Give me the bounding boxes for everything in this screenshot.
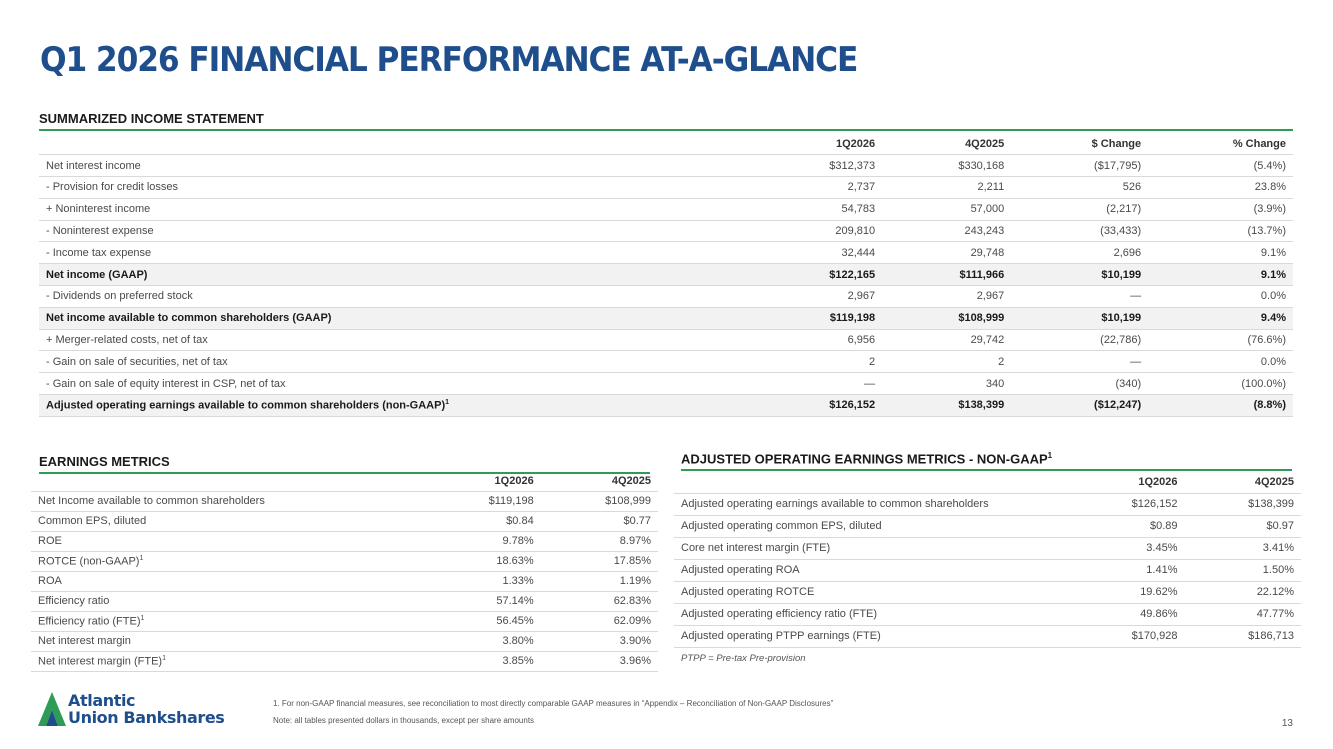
row-label bbox=[31, 511, 425, 531]
cell-value: (33,433) bbox=[1011, 220, 1148, 242]
table-row bbox=[39, 155, 1293, 177]
cell-value: — bbox=[1011, 351, 1148, 373]
cell-value: 32,444 bbox=[753, 242, 882, 264]
cell-value: 340 bbox=[882, 373, 1011, 395]
cell-value: (340) bbox=[1011, 373, 1148, 395]
row-label bbox=[31, 611, 425, 631]
cell-value: $330,168 bbox=[882, 155, 1011, 177]
row-label-text: Net interest income bbox=[46, 159, 141, 172]
earnings-metrics-heading: EARNINGS METRICS bbox=[39, 454, 650, 474]
row-label bbox=[674, 581, 1068, 603]
cell-value: 3.41% bbox=[1185, 537, 1302, 559]
column-header: 1Q2026 bbox=[1068, 471, 1185, 493]
row-label bbox=[39, 286, 753, 308]
column-header: 1Q2026 bbox=[753, 133, 882, 155]
row-label bbox=[39, 264, 753, 286]
table-row bbox=[674, 603, 1301, 625]
cell-value: $138,399 bbox=[882, 395, 1011, 417]
cell-value: 3.96% bbox=[541, 651, 658, 671]
cell-value: $126,152 bbox=[753, 395, 882, 417]
column-header: 4Q2025 bbox=[541, 471, 658, 491]
cell-value: (8.8%) bbox=[1148, 395, 1293, 417]
table-row bbox=[31, 651, 658, 671]
table-row bbox=[674, 515, 1301, 537]
table-row bbox=[39, 286, 1293, 308]
table-header-row bbox=[39, 133, 1293, 155]
column-header: 1Q2026 bbox=[425, 471, 541, 491]
table-row bbox=[31, 511, 658, 531]
footnote-marker: 1 bbox=[162, 654, 166, 662]
cell-value: 1.19% bbox=[541, 571, 658, 591]
table-row bbox=[31, 551, 658, 571]
cell-value: 62.09% bbox=[541, 611, 658, 631]
cell-value: (5.4%) bbox=[1148, 155, 1293, 177]
cell-value: 57,000 bbox=[882, 198, 1011, 220]
cell-value: (3.9%) bbox=[1148, 198, 1293, 220]
cell-value: 243,243 bbox=[882, 220, 1011, 242]
table-row bbox=[39, 264, 1293, 286]
row-label-text: Common EPS, diluted bbox=[38, 515, 147, 527]
row-label-text: Adjusted operating earnings available to common shareholders bbox=[681, 498, 989, 510]
footnote-marker: 1 bbox=[140, 614, 145, 622]
table-row bbox=[674, 537, 1301, 559]
cell-value: 62.83% bbox=[541, 591, 658, 611]
cell-value: $108,999 bbox=[541, 491, 658, 511]
row-label bbox=[39, 198, 753, 220]
row-label-text: Adjusted operating ROA bbox=[681, 564, 800, 576]
row-label bbox=[31, 531, 425, 551]
row-label bbox=[31, 591, 425, 611]
cell-value: 9.1% bbox=[1148, 242, 1293, 264]
table-row bbox=[39, 177, 1293, 199]
income-statement-heading: SUMMARIZED INCOME STATEMENT bbox=[39, 111, 1293, 131]
table-header-row bbox=[674, 471, 1301, 493]
cell-value: (100.0%) bbox=[1148, 373, 1293, 395]
cell-value: 2,737 bbox=[753, 177, 882, 199]
cell-value: ($12,247) bbox=[1011, 395, 1148, 417]
cell-value: 209,810 bbox=[753, 220, 882, 242]
cell-value: 47.77% bbox=[1185, 603, 1302, 625]
income-statement-table bbox=[39, 133, 1293, 417]
adjusted-metrics-heading bbox=[681, 451, 1292, 471]
cell-value: $312,373 bbox=[753, 155, 882, 177]
table-row bbox=[31, 611, 658, 631]
table-row bbox=[39, 220, 1293, 242]
row-label-text: Net income available to common shareholders (GAAP) bbox=[46, 312, 332, 325]
column-header: 4Q2025 bbox=[1185, 471, 1302, 493]
table-row bbox=[39, 307, 1293, 329]
cell-value: 0.0% bbox=[1148, 286, 1293, 308]
row-label bbox=[39, 155, 753, 177]
column-header: % Change bbox=[1148, 133, 1293, 155]
row-label-text: ROTCE (non-GAAP) bbox=[38, 555, 140, 568]
table-row bbox=[674, 581, 1301, 603]
cell-value: 2,696 bbox=[1011, 242, 1148, 264]
row-label bbox=[31, 491, 425, 511]
cell-value: 2,967 bbox=[882, 286, 1011, 308]
row-label bbox=[39, 351, 753, 373]
cell-value: 2,967 bbox=[753, 286, 882, 308]
row-label-text: - Provision for credit losses bbox=[46, 181, 179, 194]
row-label bbox=[674, 625, 1068, 647]
cell-value: 19.62% bbox=[1068, 581, 1185, 603]
mountain-a-logo-icon bbox=[38, 692, 66, 726]
column-header: 4Q2025 bbox=[882, 133, 1011, 155]
cell-value: 9.4% bbox=[1148, 307, 1293, 329]
table-row bbox=[31, 591, 658, 611]
cell-value: 57.14% bbox=[425, 591, 541, 611]
cell-value: $186,713 bbox=[1185, 625, 1302, 647]
logo-wordmark bbox=[68, 692, 224, 726]
adjusted-metrics-heading-text: ADJUSTED OPERATING EARNINGS METRICS - NON-GAAP bbox=[681, 451, 1048, 467]
logo-line-1: Atlantic bbox=[68, 691, 136, 710]
row-label-text: Core net interest margin (FTE) bbox=[681, 542, 831, 554]
cell-value: 3.90% bbox=[541, 631, 658, 651]
earnings-metrics-table bbox=[31, 471, 658, 672]
table-row bbox=[39, 395, 1293, 417]
label-column-header bbox=[674, 471, 1068, 493]
row-label-text: ROA bbox=[38, 575, 62, 587]
row-label-text: - Noninterest expense bbox=[46, 225, 154, 238]
row-label-text: - Gain on sale of equity interest in CSP, net of tax bbox=[46, 377, 286, 390]
row-label bbox=[31, 651, 425, 671]
cell-value: $0.89 bbox=[1068, 515, 1185, 537]
cell-value: ($17,795) bbox=[1011, 155, 1148, 177]
cell-value: 3.45% bbox=[1068, 537, 1185, 559]
row-label-text: - Gain on sale of securities, net of tax bbox=[46, 355, 228, 368]
cell-value: $119,198 bbox=[753, 307, 882, 329]
cell-value: 1.33% bbox=[425, 571, 541, 591]
table-row bbox=[31, 531, 658, 551]
row-label bbox=[39, 177, 753, 199]
row-label bbox=[31, 571, 425, 591]
cell-value: 526 bbox=[1011, 177, 1148, 199]
cell-value: 9.1% bbox=[1148, 264, 1293, 286]
table-row bbox=[39, 242, 1293, 264]
row-label-text: - Income tax expense bbox=[46, 246, 152, 259]
cell-value: $108,999 bbox=[882, 307, 1011, 329]
cell-value: $111,966 bbox=[882, 264, 1011, 286]
cell-value: (13.7%) bbox=[1148, 220, 1293, 242]
cell-value: 0.0% bbox=[1148, 351, 1293, 373]
row-label-text: Adjusted operating earnings available to common shareholders (non-GAAP) bbox=[46, 399, 446, 412]
cell-value: 3.80% bbox=[425, 631, 541, 651]
row-label-text: Efficiency ratio (FTE) bbox=[38, 615, 141, 628]
row-label bbox=[39, 242, 753, 264]
row-label-text: Net income (GAAP) bbox=[46, 268, 148, 281]
cell-value: (22,786) bbox=[1011, 329, 1148, 351]
cell-value: $126,152 bbox=[1068, 493, 1185, 515]
table-row bbox=[674, 493, 1301, 515]
cell-value: 29,742 bbox=[882, 329, 1011, 351]
row-label-text: Net interest margin (FTE) bbox=[38, 655, 163, 668]
row-label-text: ROE bbox=[38, 535, 62, 547]
cell-value: 17.85% bbox=[541, 551, 658, 571]
cell-value: 1.41% bbox=[1068, 559, 1185, 581]
company-logo bbox=[38, 692, 224, 726]
table-row bbox=[674, 559, 1301, 581]
cell-value: 3.85% bbox=[425, 651, 541, 671]
row-label bbox=[39, 373, 753, 395]
cell-value: $119,198 bbox=[425, 491, 541, 511]
cell-value: $10,199 bbox=[1011, 307, 1148, 329]
row-label-text: Net Income available to common shareholders bbox=[38, 495, 265, 507]
cell-value: 8.97% bbox=[541, 531, 658, 551]
table-row bbox=[31, 571, 658, 591]
row-label bbox=[674, 537, 1068, 559]
adjusted-metrics-table bbox=[674, 471, 1301, 648]
row-label bbox=[674, 493, 1068, 515]
footnote-2: Note: all tables presented dollars in thousands, except per share amounts bbox=[273, 716, 535, 725]
row-label-text: - Dividends on preferred stock bbox=[46, 290, 193, 303]
footnote-1: 1. For non-GAAP financial measures, see reconciliation to most directly comparable GAAP measures in “Appendix – Reconciliation of Non-GAAP Disclosures” bbox=[273, 699, 834, 708]
footnote-marker: 1 bbox=[139, 554, 144, 562]
cell-value: 2 bbox=[882, 351, 1011, 373]
table-row bbox=[674, 625, 1301, 647]
row-label-text: Net interest margin bbox=[38, 635, 131, 647]
row-label-text: + Noninterest income bbox=[46, 203, 151, 216]
row-label bbox=[674, 515, 1068, 537]
cell-value: 22.12% bbox=[1185, 581, 1302, 603]
cell-value: 9.78% bbox=[425, 531, 541, 551]
page-number: 13 bbox=[1281, 718, 1293, 729]
cell-value: 2,211 bbox=[882, 177, 1011, 199]
cell-value: $0.77 bbox=[541, 511, 658, 531]
cell-value: $122,165 bbox=[753, 264, 882, 286]
cell-value: 56.45% bbox=[425, 611, 541, 631]
cell-value: 2 bbox=[753, 351, 882, 373]
ptpp-note: PTPP = Pre-tax Pre-provision bbox=[681, 653, 806, 664]
row-label-text: Adjusted operating ROTCE bbox=[681, 586, 815, 598]
cell-value: (76.6%) bbox=[1148, 329, 1293, 351]
row-label-text: Adjusted operating common EPS, diluted bbox=[681, 520, 882, 532]
page-title: Q1 2026 FINANCIAL PERFORMANCE AT-A-GLANCE bbox=[40, 40, 858, 80]
table-row bbox=[31, 631, 658, 651]
cell-value: $170,928 bbox=[1068, 625, 1185, 647]
footnote-marker: 1 bbox=[445, 399, 450, 407]
row-label-text: Adjusted operating PTPP earnings (FTE) bbox=[681, 630, 881, 642]
cell-value: $10,199 bbox=[1011, 264, 1148, 286]
cell-value: 18.63% bbox=[425, 551, 541, 571]
row-label-text: + Merger-related costs, net of tax bbox=[46, 334, 208, 347]
table-row bbox=[31, 491, 658, 511]
row-label bbox=[31, 551, 425, 571]
cell-value: 1.50% bbox=[1185, 559, 1302, 581]
logo-line-2: Union Bankshares bbox=[68, 708, 225, 727]
label-column-header bbox=[39, 133, 753, 155]
cell-value: — bbox=[753, 373, 882, 395]
cell-value: $138,399 bbox=[1185, 493, 1302, 515]
label-column-header bbox=[31, 471, 425, 491]
table-header-row bbox=[31, 471, 658, 491]
cell-value: 54,783 bbox=[753, 198, 882, 220]
cell-value: $0.97 bbox=[1185, 515, 1302, 537]
cell-value: 23.8% bbox=[1148, 177, 1293, 199]
cell-value: 49.86% bbox=[1068, 603, 1185, 625]
row-label bbox=[674, 603, 1068, 625]
cell-value: (2,217) bbox=[1011, 198, 1148, 220]
table-row bbox=[39, 351, 1293, 373]
row-label-text: Adjusted operating efficiency ratio (FTE) bbox=[681, 608, 878, 620]
cell-value: 6,956 bbox=[753, 329, 882, 351]
row-label bbox=[39, 220, 753, 242]
table-row bbox=[39, 198, 1293, 220]
cell-value: 29,748 bbox=[882, 242, 1011, 264]
row-label bbox=[31, 631, 425, 651]
row-label bbox=[39, 395, 753, 417]
column-header: $ Change bbox=[1011, 133, 1148, 155]
cell-value: — bbox=[1011, 286, 1148, 308]
row-label-text: Efficiency ratio bbox=[38, 595, 110, 607]
row-label bbox=[39, 329, 753, 351]
row-label bbox=[674, 559, 1068, 581]
row-label bbox=[39, 307, 753, 329]
cell-value: $0.84 bbox=[425, 511, 541, 531]
table-row bbox=[39, 329, 1293, 351]
table-row bbox=[39, 373, 1293, 395]
footnote-marker: 1 bbox=[1047, 451, 1053, 460]
